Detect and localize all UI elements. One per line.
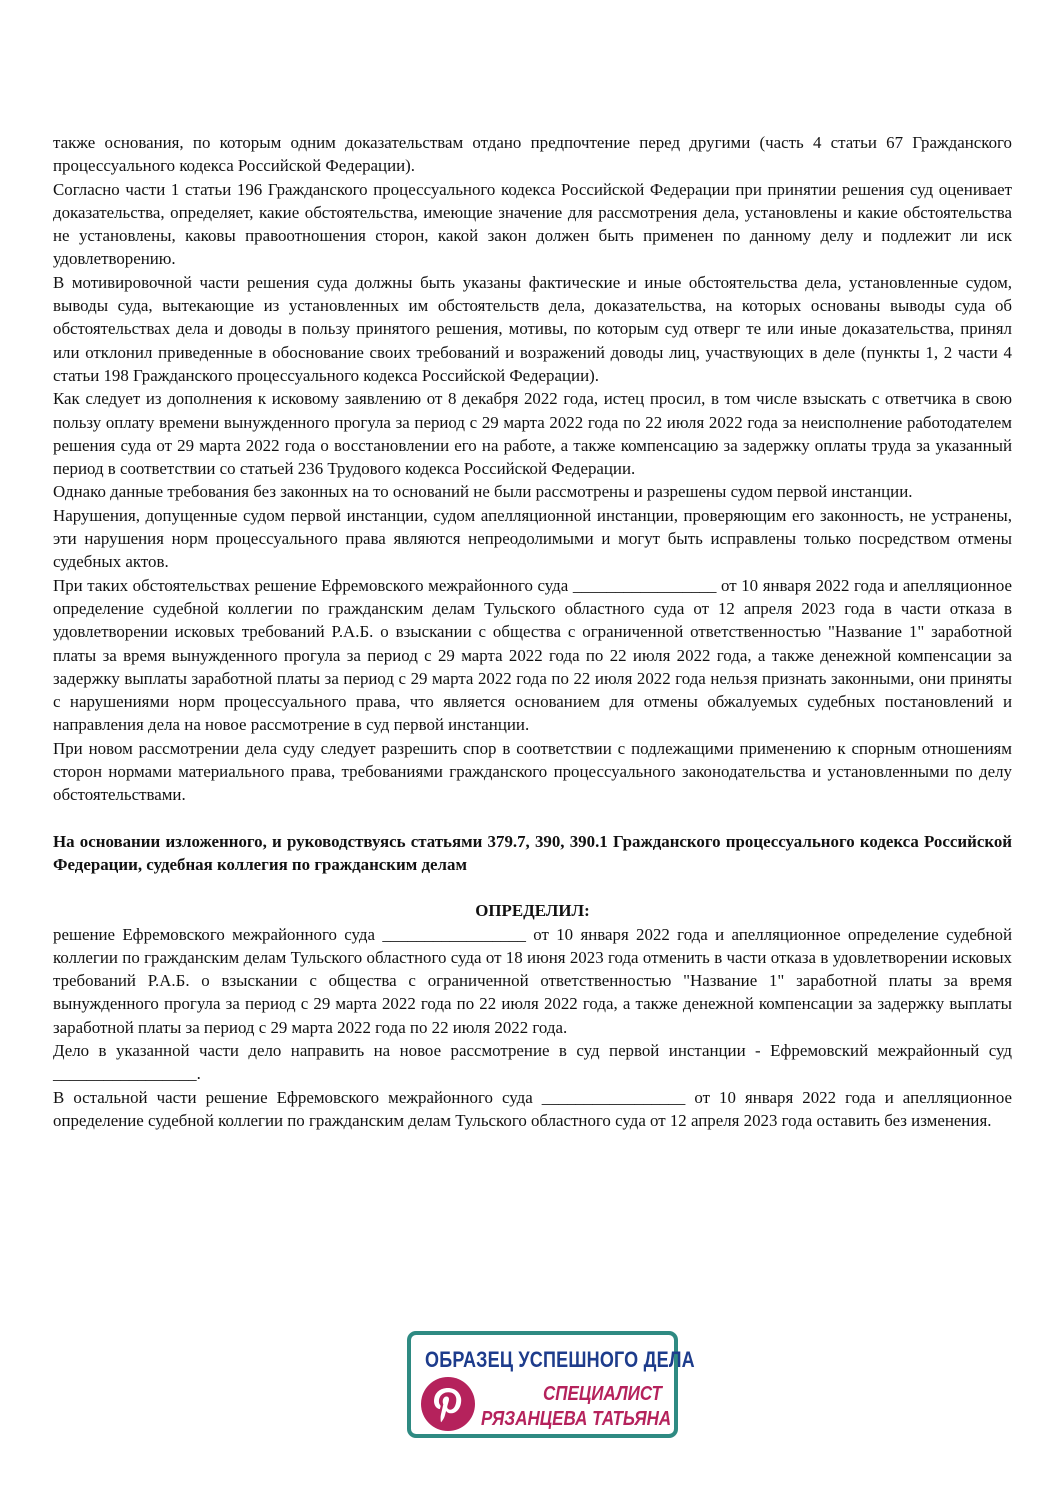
ruling-paragraph: В остальной части решение Ефремовского межрайонного суда _________________ от 10 января 2022 года и апелляционное определение судебной коллегии по гражданским делам Тульского областного суда от 12 апреля 2023 года оставить без изменения. <box>53 1087 1012 1130</box>
paragraph: Как следует из дополнения к исковому заявлению от 8 декабря 2022 года, истец просил, в том числе взыскать с ответчика в свою пользу оплату времени вынужденного прогула за период с 29 марта 2022 года по 22 июля 2022 года за неисполнение работодателем решения суда от 29 марта 2022 года о восстановлении его на работе, а также компенсацию за задержку оплаты труда за указанный период в соответствии со статьей 236 Трудового кодекса Российской Федерации. <box>53 389 1012 479</box>
paragraph: также основания, по которым одним доказательствам отдано предпочтение перед другими (часть 4 статьи 67 Гражданского процессуального кодекса Российской Федерации). <box>53 133 1012 176</box>
ruling-paragraph: решение Ефремовского межрайонного суда _________________ от 10 января 2022 года и апелляционное определение судебной коллегии по гражданским делам Тульского областного суда от 18 июня 2023 года отменить в части отказа в удовлетворении исковых требований Р.А.Б. о взыскании с общества с ограниченной ответственностью "Название 1" заработной платы за время вынужденного прогула за период с 29 марта 2022 года по 22 июля 2022 года, а также денежной компенсации за задержку выплаты заработной платы за период с 29 марта 2022 года по 22 июля 2022 года. <box>53 924 1012 1037</box>
spacer <box>53 807 1012 830</box>
paragraph: Нарушения, допущенные судом первой инстанции, судом апелляционной инстанции, проверяющим его законность, не устранены, эти нарушения норм процессуального права являются непреодолимыми и могут быть исправлены только посредством отмены судебных актов. <box>53 505 1012 572</box>
basis-paragraph: На основании изложенного, и руководствуясь статьями 379.7, 390, 390.1 Гражданского процессуального кодекса Российской Федерации, судебная коллегия по гражданским делам <box>53 831 1012 874</box>
paragraph: При таких обстоятельствах решение Ефремовского межрайонного суда _________________ от 10 января 2022 года и апелляционное определение судебной коллегии по гражданским делам Тульского областного суда от 12 апреля 2023 года в части отказа в удовлетворении исковых требований Р.А.Б. о взыскании с общества с ограниченной ответственностью "Название 1" заработной платы за время вынужденного прогула за период с 29 марта 2022 года по 22 июля 2022 года, а также денежной компенсации за задержку выплаты заработной платы за период с 29 марта 2022 года по 22 июля 2022 года нельзя признать законными, они приняты с нарушениями норм процессуального права, что является основанием для отмены обжалуемых судебных постановлений и направления дела на новое рассмотрение в суд первой инстанции. <box>53 575 1012 735</box>
stamp-specialist: СПЕЦИАЛИСТ <box>543 1382 662 1405</box>
paragraph: В мотивировочной части решения суда должны быть указаны фактические и иные обстоятельства дела, установленные судом, выводы суда, вытекающие из установленных им обстоятельств дела, доказательства, на которых основаны выводы суда об обстоятельствах дела и доводы в пользу принятого решения, мотивы, по которым суд отверг те или иные доказательства, принял или отклонил приведенные в обоснование своих требований и возражений доводы лиц, участвующих в деле (пункты 1, 2 части 4 статьи 198 Гражданского процессуального кодекса Российской Федерации). <box>53 272 1012 385</box>
stamp-title: ОБРАЗЕЦ УСПЕШНОГО ДЕЛА <box>425 1347 695 1372</box>
pinterest-logo-icon <box>421 1377 475 1431</box>
stamp-name: РЯЗАНЦЕВА ТАТЬЯНА <box>481 1407 672 1430</box>
sample-stamp <box>407 1331 695 1438</box>
document-body <box>53 131 1012 1132</box>
ruling-heading: ОПРЕДЕЛИЛ: <box>475 901 590 921</box>
paragraph: Однако данные требования без законных на то оснований не были рассмотрены и разрешены судом первой инстанции. <box>53 482 913 502</box>
ruling-paragraph: Дело в указанной части дело направить на новое рассмотрение в суд первой инстанции - Ефремовский межрайонный суд _________________. <box>53 1040 1012 1084</box>
paragraph: При новом рассмотрении дела суду следует разрешить спор в соответствии с подлежащими применению к спорным отношениям сторон нормами материального права, требованиями гражданского процессуального законодательства и установленными по делу обстоятельствами. <box>53 738 1012 805</box>
spacer <box>53 876 1012 899</box>
paragraph: Согласно части 1 статьи 196 Гражданского процессуального кодекса Российской Федерации при принятии решения суд оценивает доказательства, определяет, какие обстоятельства, имеющие значение для рассмотрения дела, установлены и какие обстоятельства не установлены, каковы правоотношения сторон, какой закон должен быть применен по данному делу и подлежит ли иск удовлетворению. <box>53 179 1012 269</box>
